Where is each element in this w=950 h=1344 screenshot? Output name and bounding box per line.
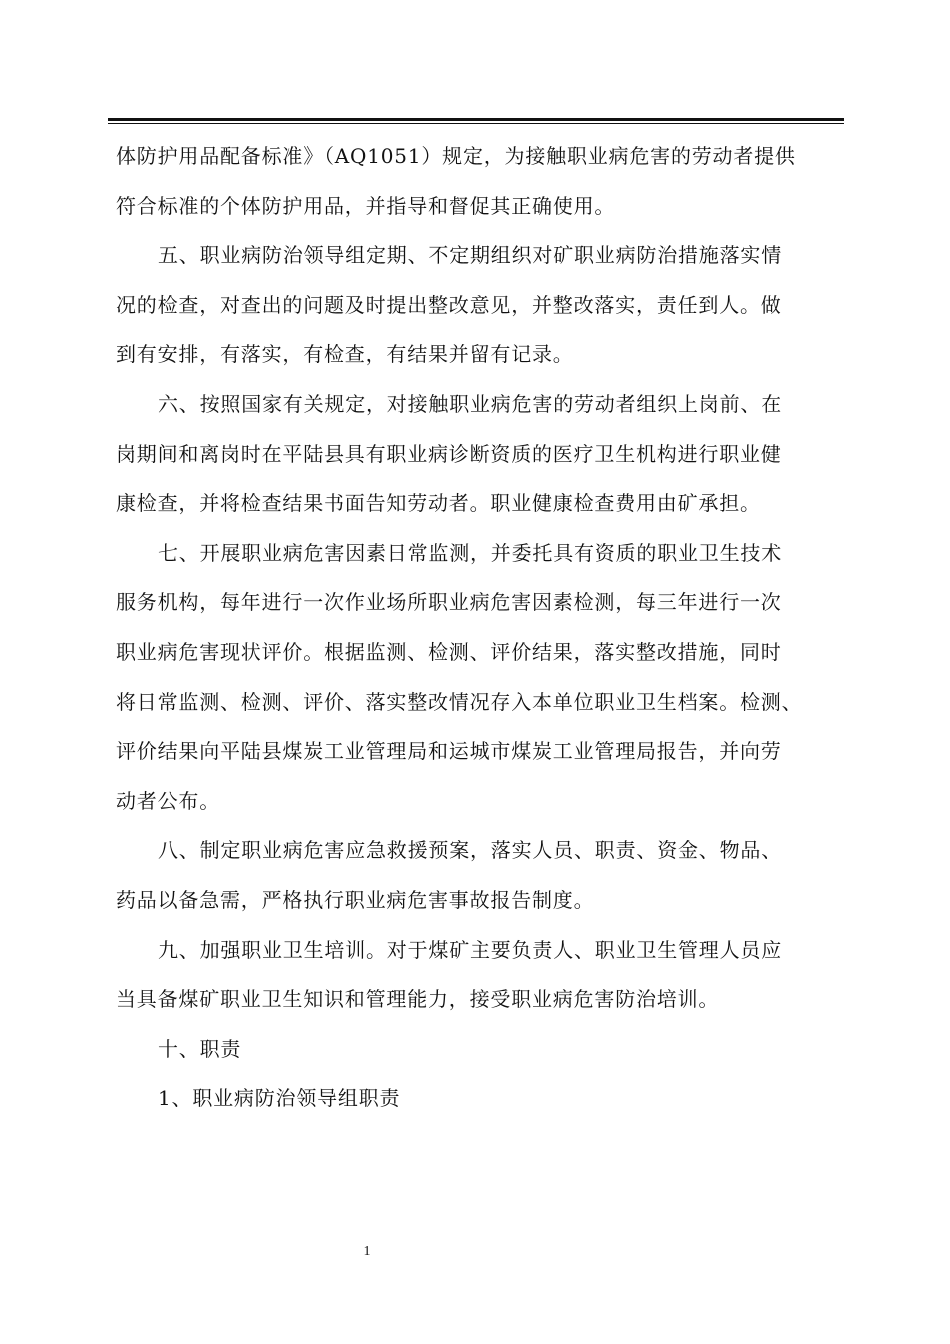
text-line: 服务机构，每年进行一次作业场所职业病危害因素检测，每三年进行一次 [116, 590, 782, 615]
text-line: 药品以备急需，严格执行职业病危害事故报告制度。 [116, 887, 595, 912]
text-line: 职业病危害现状评价。根据监测、检测、评价结果，落实整改措施，同时 [116, 639, 782, 664]
subsection-heading: 1、职业病防治领导组职责 [158, 1086, 401, 1111]
header-double-rule [108, 118, 844, 125]
text-line: 康检查，并将检查结果书面告知劳动者。职业健康检查费用由矿承担。 [116, 491, 761, 516]
section-ten-heading: 十、职责 [158, 1036, 242, 1061]
paragraph-seven-start: 七、开展职业病危害因素日常监测，并委托具有资质的职业卫生技术 [158, 540, 782, 565]
paragraph-six-start: 六、按照国家有关规定，对接触职业病危害的劳动者组织上岗前、在 [158, 391, 782, 416]
paragraph-nine-start: 九、加强职业卫生培训。对于煤矿主要负责人、职业卫生管理人员应 [158, 937, 782, 962]
text-line: 当具备煤矿职业卫生知识和管理能力，接受职业病危害防治培训。 [116, 987, 720, 1012]
page-number: 1 [363, 1244, 371, 1259]
header-rule-thick [108, 118, 844, 121]
text-line: 符合标准的个体防护用品，并指导和督促其正确使用。 [116, 193, 616, 218]
text-line: 到有安排，有落实，有检查，有结果并留有记录。 [116, 342, 574, 367]
paragraph-eight-start: 八、制定职业病危害应急救援预案，落实人员、职责、资金、物品、 [158, 838, 782, 863]
document-body [116, 132, 846, 1124]
text-line: 体防护用品配备标准》（AQ1051）规定，为接触职业病危害的劳动者提供 [116, 144, 796, 168]
text-line: 动者公布。 [116, 788, 220, 813]
text-line: 评价结果向平陆县煤炭工业管理局和运城市煤炭工业管理局报告，并向劳 [116, 739, 782, 764]
header-rule-thin [108, 123, 844, 124]
text-line: 岗期间和离岗时在平陆县具有职业病诊断资质的医疗卫生机构进行职业健 [116, 441, 782, 466]
text-line: 况的检查，对查出的问题及时提出整改意见，并整改落实，责任到人。做 [116, 292, 782, 317]
text-line: 将日常监测、检测、评价、落实整改情况存入本单位职业卫生档案。检测、 [116, 689, 803, 714]
paragraph-five-start: 五、职业病防治领导组定期、不定期组织对矿职业病防治措施落实情 [158, 243, 782, 268]
